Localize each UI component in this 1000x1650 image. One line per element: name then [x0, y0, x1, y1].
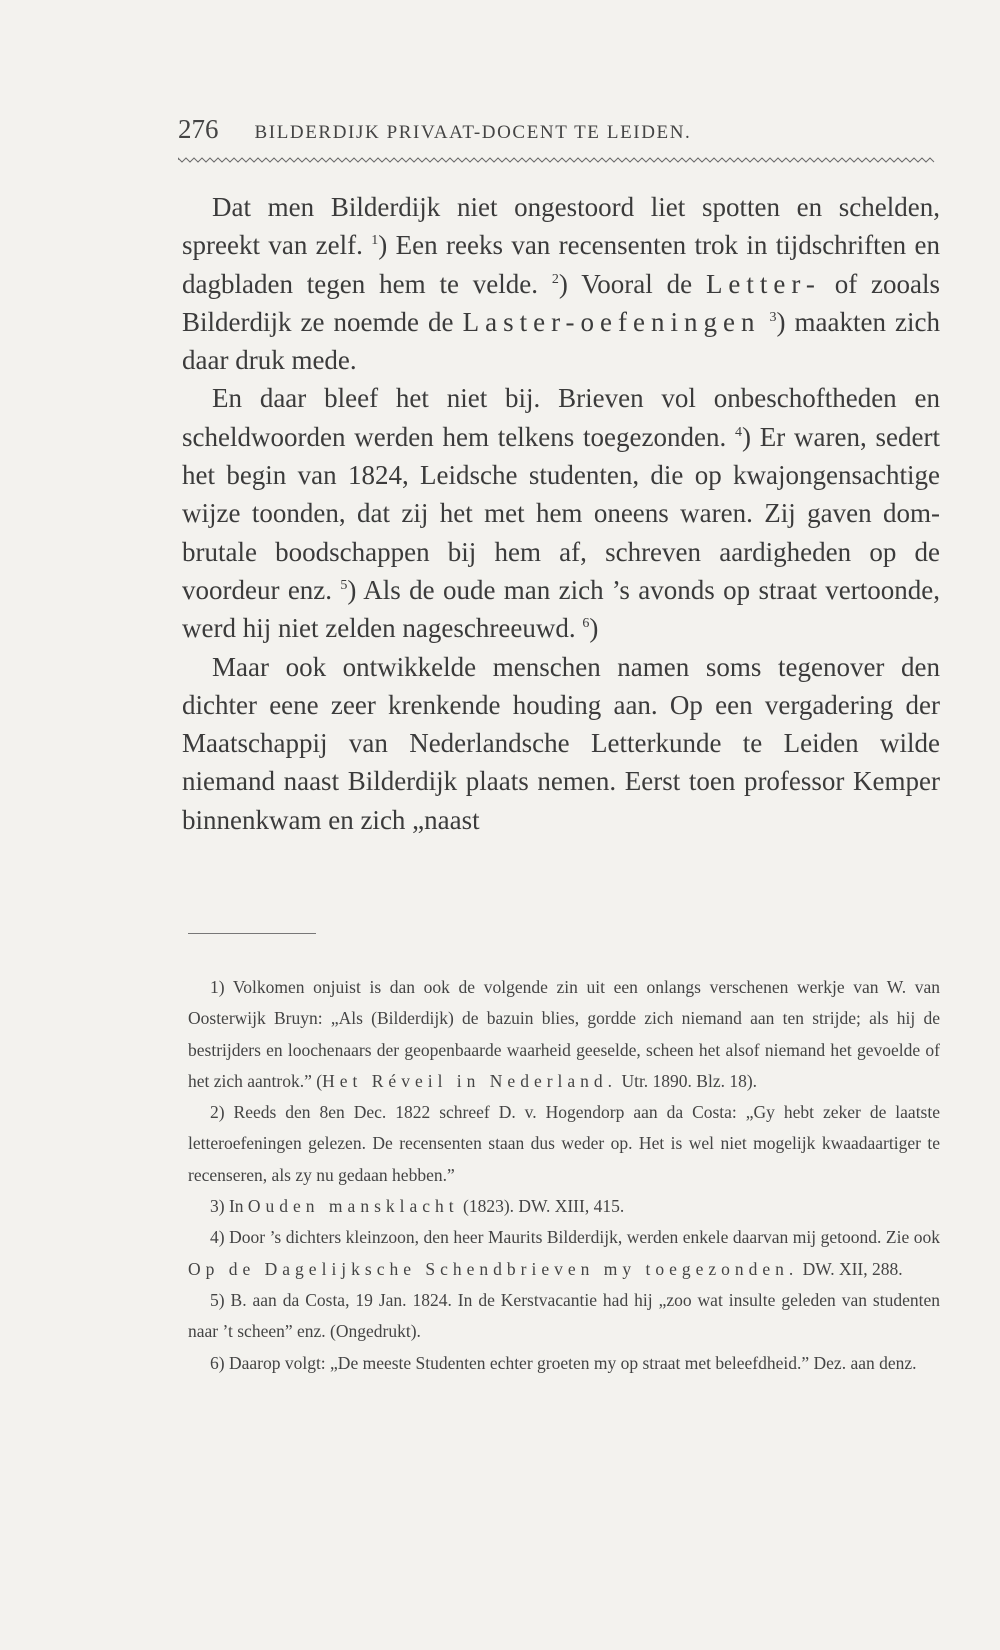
- footnote-1: [188, 972, 940, 1097]
- footnote-5: [188, 1285, 940, 1348]
- footnote-ref[interactable]: 5: [340, 577, 348, 593]
- spaced-text: Op de Dagelijksche Schendbrieven my toegezonden.: [188, 1258, 799, 1279]
- text-run: In: [228, 1196, 244, 1217]
- footnote-number: 4): [210, 1227, 225, 1248]
- spaced-text: Laster-oefeningen: [462, 306, 761, 337]
- text-run: Maar ook ontwikkelde menschen namen soms tegenover den dichter eene zeer krenkende houding aan. Op een vergadering der Maatschappij van Nederlandsche Letterkunde te Leiden wilde niemand naast Bilderdijk plaats nemen. Eerst toen professor Kemper binnenkwam en zich „naast: [182, 651, 940, 835]
- footnote-number: 5): [210, 1289, 225, 1310]
- text-run: ) Vooral de: [558, 268, 693, 299]
- footnote-4: [188, 1222, 940, 1285]
- main-text: [182, 188, 940, 839]
- text-run: ) maakten zich daar druk mede.: [182, 306, 940, 376]
- text-run: En daar bleef het niet bij. Brieven vol onbeschoftheden en scheldwoorden werden hem telkens toegezonden.: [182, 383, 940, 452]
- footnote-ref[interactable]: 2: [551, 271, 559, 287]
- footnote-ref[interactable]: 6: [582, 616, 590, 632]
- text-run: ) Als de oude man zich ’s avonds op straat vertoonde, werd hij niet zelden nageschreeuwd.: [182, 574, 941, 644]
- footnote-separator: [188, 933, 316, 934]
- footnote-2: [188, 1097, 940, 1191]
- text-run: Dat men Bilderdijk niet ongestoord liet spotten en schelden, spreekt van zelf.: [182, 192, 940, 261]
- paragraph-2: [182, 379, 940, 647]
- footnote-3: [188, 1191, 940, 1222]
- spaced-text: Ouden mansklacht: [247, 1196, 459, 1217]
- text-run: ): [589, 613, 599, 644]
- paragraph-3: [182, 648, 940, 839]
- text-run: Reeds den 8en Dec. 1822 schreef D. v. Hogendorp aan da Costa: „Gy hebt zeker de laatste letteroefeningen gelezen. De recensenten staan dus weder op. Het is wel niet mogelijk kwaadaartiger te recenseren, als zy nu gedaan hebben.”: [188, 1102, 940, 1185]
- wavy-rule: [178, 154, 936, 166]
- text-run: Volkomen onjuist is dan ook de volgende zin uit een onlangs verschenen werkje van W. van Oosterwijk Bruyn: „Als (Bilderdijk) de bazuin blies, gordde zich niemand aan ten strijde; als hij de bestrijders en loochenaars der geopenbaarde waarheid geeselde, scheen het alsof niemand het gevoelde of het zich aantrok.” (: [188, 977, 940, 1091]
- text-run: Utr. 1890. Blz. 18).: [621, 1070, 758, 1091]
- footnote-ref[interactable]: 4: [735, 424, 742, 440]
- footnotes: [188, 972, 940, 1379]
- footnote-ref[interactable]: 3: [769, 309, 777, 325]
- text-run: of zooals Bilderdijk ze noemde de: [182, 268, 941, 337]
- text-run: Daarop volgt: „De meeste Studenten echter groeten my op straat met beleefdheid.” Dez. aan denz.: [228, 1352, 917, 1373]
- page-number: 276: [178, 114, 219, 144]
- paragraph-1: [182, 188, 940, 379]
- footnote-number: 2): [210, 1102, 225, 1123]
- text-run: ) Er waren, sedert het begin van 1824, Leidsche studenten, die op kwajongensachtige wijze toonden, dat zij het met hem oneens waren. Zij gaven dom-brutale boodschappen bij hem af, schreven aardigheden op de voordeur enz.: [182, 421, 941, 605]
- page-header: [178, 114, 938, 145]
- spaced-text: Letter-: [705, 268, 821, 299]
- footnote-number: 6): [210, 1352, 225, 1373]
- running-title: BILDERDIJK PRIVAAT-DOCENT TE LEIDEN.: [254, 122, 692, 143]
- text-run: (1823). DW. XIII, 415.: [463, 1196, 625, 1217]
- text-run: B. aan da Costa, 19 Jan. 1824. In de Kerstvacantie had hij „zoo wat insulte geleden van studenten naar ’t scheen” enz. (Ongedrukt).: [188, 1289, 941, 1342]
- text-run: Door ’s dichters kleinzoon, den heer Maurits Bilderdijk, werden enkele daarvan mij getoond. Zie ook: [229, 1227, 940, 1248]
- footnote-number: 1): [210, 977, 225, 997]
- spaced-text: Het Réveil in Nederland.: [322, 1070, 618, 1091]
- footnote-ref[interactable]: 1: [371, 233, 379, 249]
- text-run: ) Een reeks van recensenten trok in tijdschriften en dagbladen tegen hem te velde.: [182, 230, 941, 299]
- footnote-6: [188, 1348, 940, 1379]
- text-run: DW. XII, 288.: [802, 1258, 903, 1279]
- footnote-number: 3): [210, 1196, 225, 1217]
